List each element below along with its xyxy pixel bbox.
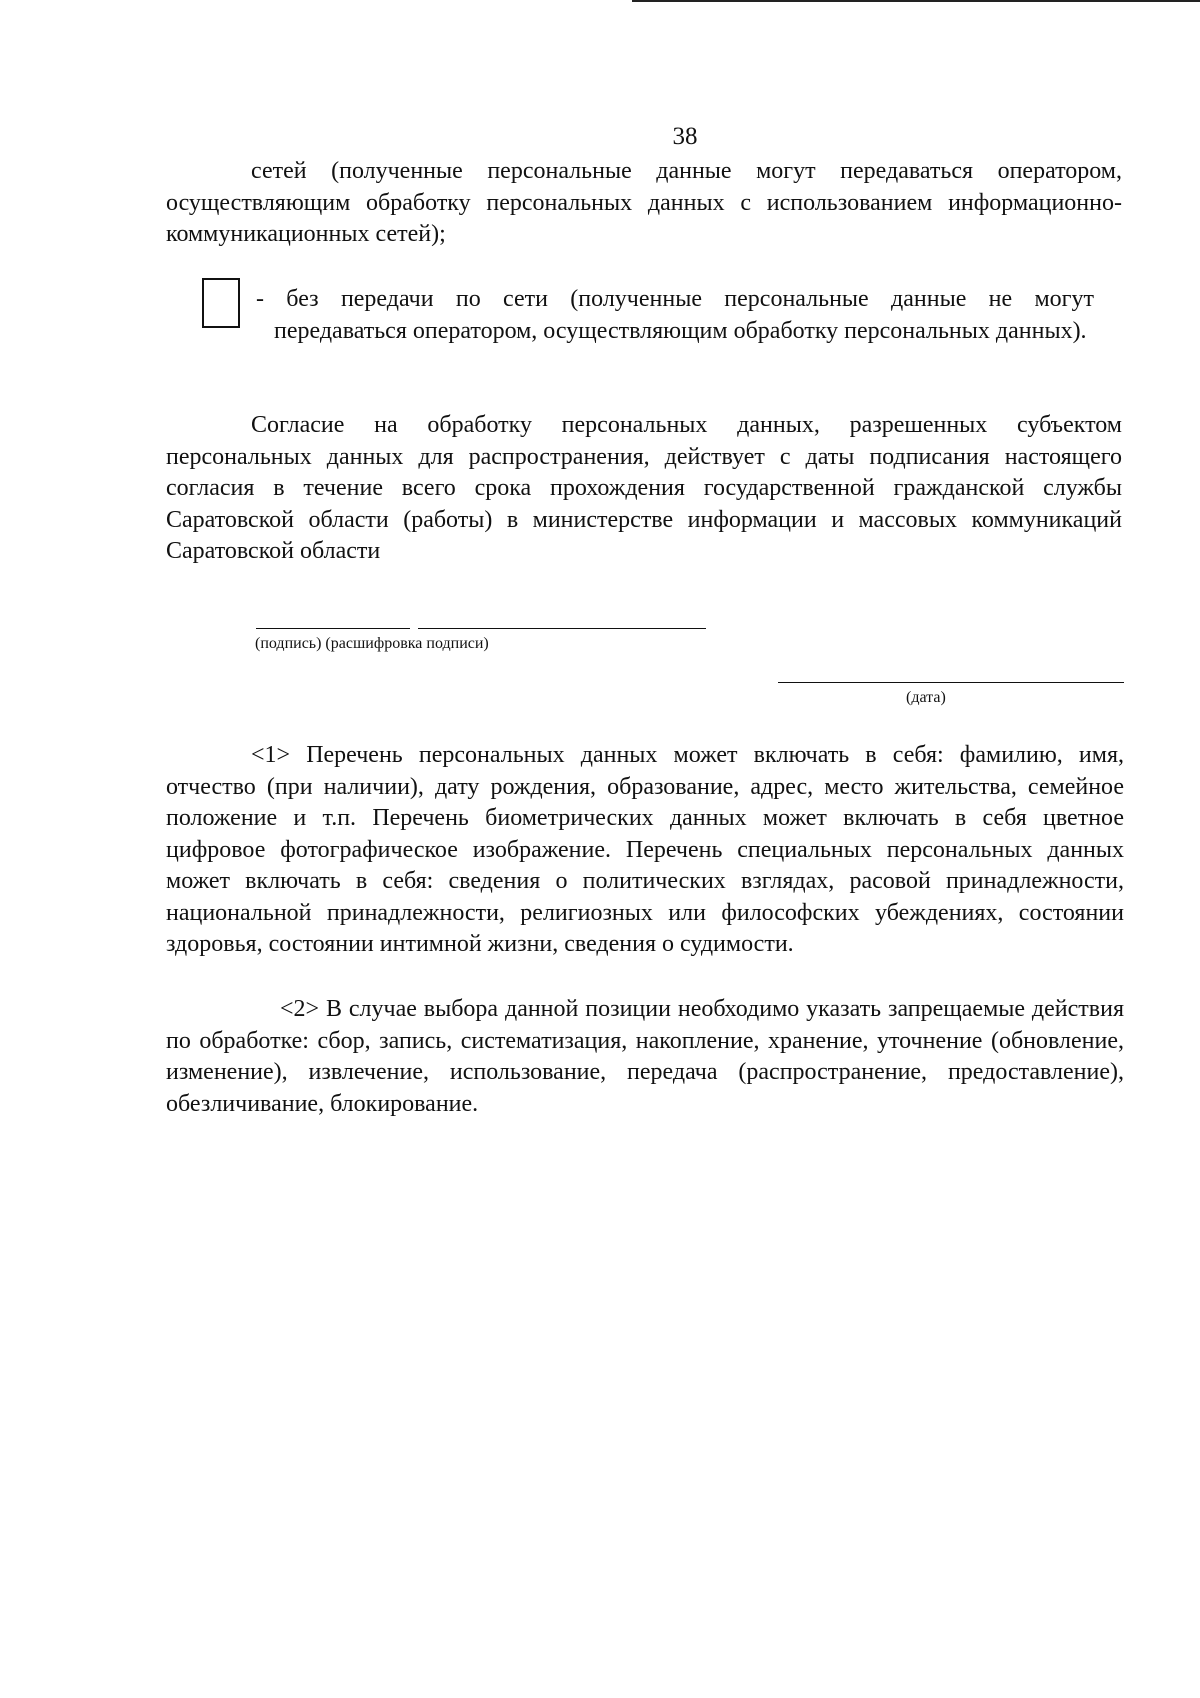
signature-decoding-line — [418, 628, 706, 629]
footnote-2: <2> В случае выбора данной позиции необходимо указать запрещаемые действия по обработке: сбор, запись, систематизация, накопление, хранение, уточнение (обновление, изменение), извлечение, использование, передача (распространение, предоставление), обезличивание, блокирование. — [166, 996, 1124, 1117]
option-no-network-text: передаваться оператором, осуществляющим обработку персональных данных). — [274, 318, 1087, 344]
date-line — [778, 682, 1124, 683]
footnote-1: <1> Перечень персональных данных может включать в себя: фамилию, имя, отчество (при наличии), дату рождения, образование, адрес, место жительства, семейное положение и т.п. Перечень биометрических данных может включать в себя цветное цифровое фотографическое изображение. Перечень специальных персональных данных может включать в себя: сведения о политических взглядах, расовой принадлежности, национальной принадлежности, религиозных или философских убеждениях, состоянии здоровья, состоянии интимной жизни, сведения о судимости. — [166, 742, 1124, 957]
page-number: 38 — [672, 123, 698, 150]
date-caption: (дата) — [906, 689, 946, 706]
signature-line — [256, 628, 410, 629]
paragraph-networks: сетей (полученные персональные данные могут передаваться оператором, осуществляющим обработку персональных данных с использованием информационно-коммуникационных сетей); — [166, 158, 1122, 247]
paragraph-consent: Согласие на обработку персональных данных, разрешенных субъектом персональных данных для распространения, действует с даты подписания настоящего согласия в течение всего срока прохождения государственной гражданской службы Саратовской области (работы) в министерстве информации и массовых коммуникаций Саратовской области — [166, 412, 1122, 564]
scan-top-edge — [632, 0, 1200, 2]
signature-caption: (подпись) (расшифровка подписи) — [255, 635, 489, 652]
option-no-network-line1: - без передачи по сети (полученные персональные данные не могут — [256, 286, 1094, 312]
